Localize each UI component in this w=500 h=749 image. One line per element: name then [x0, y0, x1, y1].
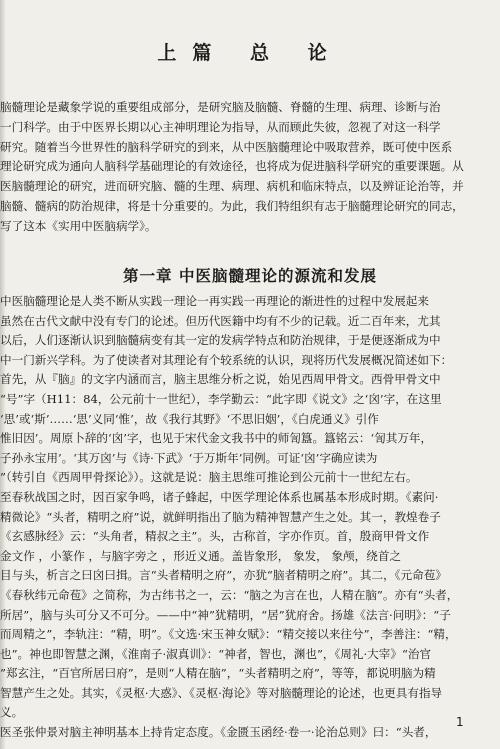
part-title: 上篇 总 论	[157, 42, 343, 64]
body-line: 首先，从『脑』的文字内涵而言，脑主思维分析之说，始见西周甲骨文。西骨甲骨文中	[0, 372, 441, 387]
body-line: 《春秋纬元命苞》之简称，为古纬书之一，云：“脑之为言在也，人精在脑”。亦有“头者，	[0, 587, 459, 602]
body-line: 虽然在古代文献中没有专门的论述。但历代医籍中均有不少的记载。近二百年来，尤其	[0, 313, 441, 328]
body-line: 智慧产生之处。其实，《灵枢·大惑》、《灵枢·海论》等对脑髓理论的论述，也更具有指导	[0, 685, 443, 700]
chapter-title: 第一章 中医脑髓理论的源流和发展	[123, 267, 377, 285]
body-line: 所居”，脑与头可分又不可分。——中“神”犹精明，“居”犹府舍。扬雄《法言·问明》：“子	[0, 607, 451, 622]
body-line: 精微论》“头者，精明之府”说，就鲜明指出了脑为精神智慧产生之处。其一，教煌卷子	[0, 509, 441, 524]
body-line: 也”。神也即智慧之渊，《淮南子·淑真训》：“神者，智也，渊也”，《周礼·大宰》“治官	[0, 646, 432, 661]
body-line: 子孙永宝用’。‘其万囟’与《诗·下武》‘于万斯年’同例。可证‘囟’字确应读为	[0, 450, 378, 465]
body-line: 至春秋战国之时，因百家争鸣，诸子蜂起，中医学理论体系也属基本形成时期。《素问·	[0, 489, 439, 504]
body-line: ”（转引自《西周甲骨探论》）。这就是说：脑主思维可推论到公元前十一世纪左右。	[0, 470, 418, 485]
intro-line: 医脑髓理论的研究，进而研究脑、髓的生理、病理、病机和临床特点，以及辨证论治等，并	[0, 179, 464, 194]
body-line: 目与头，析言之曰囟曰揖。言“头者精明之府”，亦犹“脑者精明之府”。其二，《元命苞》	[0, 568, 447, 583]
body-line: 《玄感脉经》云：“头角者，精叔之主”。头，古称首，字亦作页。首，殷商甲骨文作	[0, 529, 430, 544]
body-line: “号”字（H11：84，公元前十一世纪），李学勤云：“此字即《说文》之‘囟’字，在这里	[0, 391, 442, 406]
intro-line: 脑髓理论是藏象学说的重要组成部分，是研究脑及脑髓、脊髓的生理、病理、诊断与治	[0, 100, 441, 114]
intro-line: 一门科学。由于中医界长期以心主神明理论为指导，从而顾此失彼，忽视了对这一科学	[0, 119, 441, 134]
intro-line: 理论研究成为通向人脑科学基础理论的有效途径，也将成为促进脑科学研究的重要课题。从	[0, 159, 464, 174]
body-line: 而周精之”，李轨注：“精，明”。《文选·宋玉神女赋》：“精交接以来往兮”，李善注：“精，	[0, 627, 457, 642]
body-line: 惟旧因’。周原卜辞的‘囟’字，也见于宋代金文我书中的师訇簋。簋铭云：‘訇其万年，	[0, 431, 433, 446]
intro-line: 研究。随着当今世界性的脑科学研究的到来，从中医脑髓理论中吸取营养，既可使中医系	[0, 139, 453, 154]
chapter-body	[0, 292, 496, 743]
page-number: 1	[456, 715, 464, 729]
body-line: 义。	[0, 705, 24, 720]
body-line: 医圣张仲景对脑主神明基本上持肯定态度。《金匮玉函经·卷一·论治总则》曰：“头者，	[0, 725, 437, 740]
intro-paragraph	[0, 98, 496, 237]
intro-line: 脑髓、髓病的防治规律，将是十分重要的。为此，我们特组织有志于脑髓理论研究的同志，	[0, 198, 464, 213]
body-line: 中医脑髓理论是人类不断从实践一理论一再实践一再理论的渐进性的过程中发展起来	[0, 294, 429, 308]
body-line: 中一门新兴学科。为了使读者对其理论有个较系统的认识，现将历代发展概况简述如下：	[0, 352, 453, 367]
intro-line: 写了这本《实用中医脑病学》。	[0, 218, 157, 233]
body-line: ”郑玄注，“百官所居曰府”，是则“人精在脑”，“头者精明之府”，等等，都说明脑为精	[0, 666, 436, 681]
body-line: ‘思’或‘斯’……‘思’义同‘惟’，故《我行其野》‘不思旧姻’，《白虎通义》引作	[0, 411, 379, 426]
body-line: 以后，人们逐渐认识到脑髓病变有其一定的发病学特点和防治规律，于是便逐渐成为中	[0, 333, 441, 348]
body-line: 金文作 ，小篆作 ，与脑字旁之 ，形近义通。盖皆象形， 象发， 象颅，绕首之	[0, 548, 402, 563]
